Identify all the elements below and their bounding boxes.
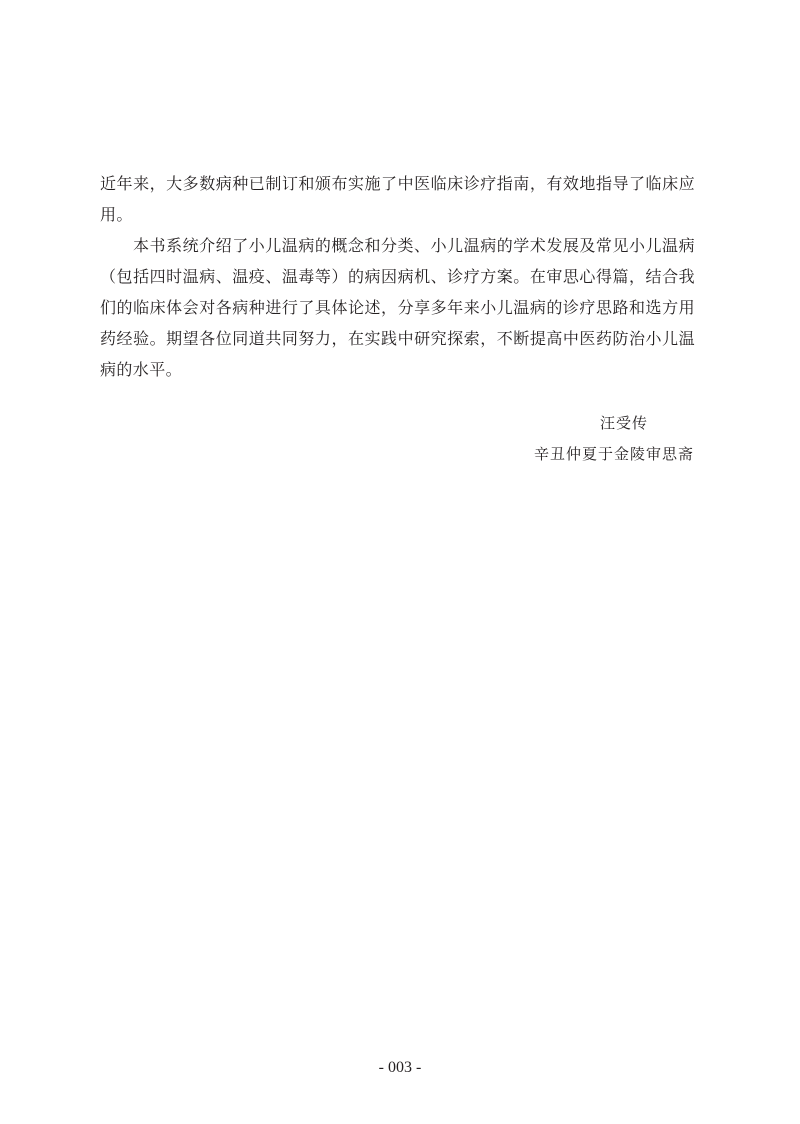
paragraph-book-summary: 本书系统介绍了小儿温病的概念和分类、小儿温病的学术发展及常见小儿温病（包括四时温病、温疫、温毒等）的病因病机、诊疗方案。在审思心得篇，结合我们的临床体会对各病种进行了具体论述，分享多年来小儿温病的诊疗思路和选方用药经验。期望各位同道共同努力，在实践中研究探索，不断提高中医药防治小儿温病的水平。	[100, 236, 695, 379]
signature-block	[534, 408, 694, 470]
author-name: 汪受传	[599, 414, 648, 432]
page-number: - 003 -	[378, 1059, 422, 1076]
place-date: 辛丑仲夏于金陵审思斋	[533, 445, 694, 463]
body-text	[100, 168, 695, 385]
paragraph-continuation: 近年来，大多数病种已制订和颁布实施了中医临床诊疗指南，有效地指导了临床应用。	[100, 174, 695, 224]
